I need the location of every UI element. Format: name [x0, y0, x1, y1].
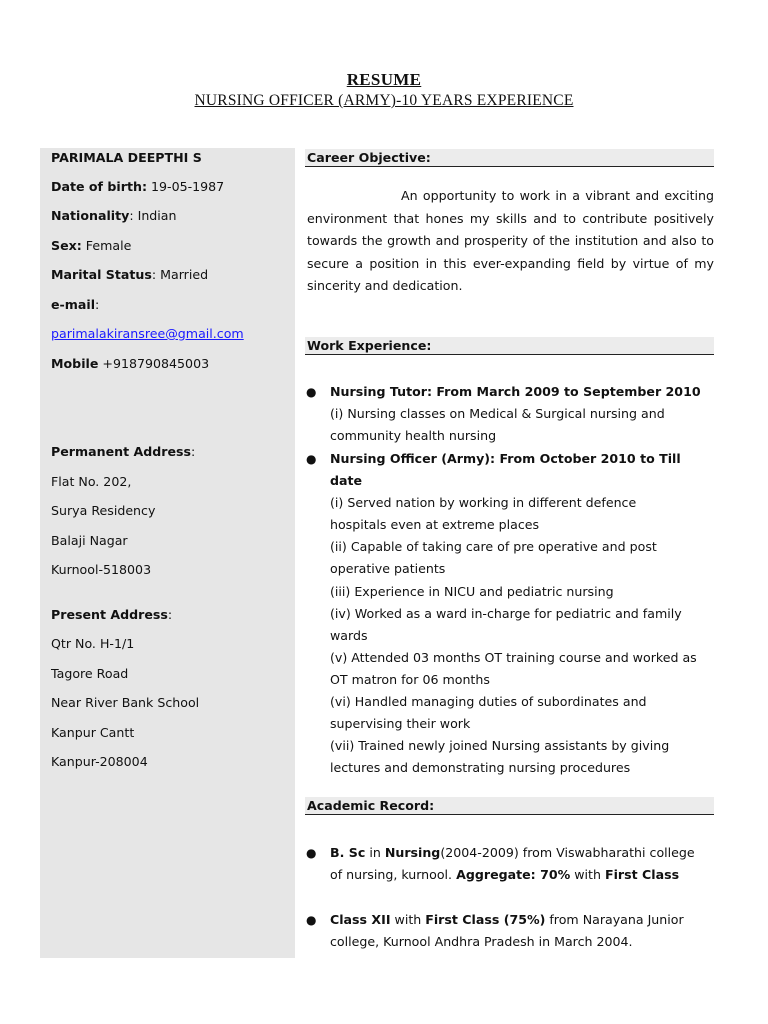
- present-address-line: Kanpur Cantt: [51, 725, 135, 740]
- job-nursing-officer: Nursing Officer (Army): From October 2010 to Till date (i) Served nation by working in different defence hospitals even at extreme places (ii) Capable of taking care of pre operative and post operative patients (iii) Experience in NICU and pediatric nursing (iv) Worked as a ward in-charge for pediatric and family wards (v) Attended 03 months OT training course and worked as OT matron for 06 months (vi) Handled managing duties of subordinates and supervising their work (vii) Trained newly joined Nursing assistants by giving lectures and demonstrating nursing procedures: [330, 451, 697, 776]
- career-objective-text: An opportunity to work in a vibrant and exciting environment that hones my skills and to contribute positively towards the growth and prosperity of the institution and also to secure a position in this ever-expanding field by virtue of my sincerity and dedication.: [307, 188, 714, 293]
- bullet-icon: ●: [306, 913, 317, 927]
- academic-bsc: B. Sc in Nursing(2004-2009) from Viswabharathi college of nursing, kurnool. Aggregate: 70% with First Class: [330, 845, 695, 883]
- permanent-address-line: Balaji Nagar: [51, 533, 128, 548]
- permanent-address-line: Flat No. 202,: [51, 474, 132, 489]
- permanent-address-label: Permanent Address:: [51, 444, 196, 459]
- email-label: e-mail:: [51, 297, 100, 312]
- bullet-icon: ●: [306, 452, 317, 466]
- permanent-address-line: Surya Residency: [51, 503, 156, 518]
- present-address-line: Kanpur-208004: [51, 754, 148, 769]
- bullet-icon: ●: [306, 385, 317, 399]
- candidate-name: PARIMALA DEEPTHI S: [51, 150, 202, 165]
- email-link[interactable]: parimalakiransree@gmail.com: [51, 326, 244, 341]
- sex: Sex: Female: [51, 238, 132, 253]
- bullet-icon: ●: [306, 846, 317, 860]
- career-objective-heading: Career Objective:: [305, 149, 714, 167]
- present-address-line: Qtr No. H-1/1: [51, 636, 135, 651]
- present-address-line: Near River Bank School: [51, 695, 200, 710]
- date-of-birth: Date of birth: 19-05-1987: [51, 179, 225, 194]
- resume-subtitle: NURSING OFFICER (ARMY)-10 YEARS EXPERIENCE: [194, 92, 574, 109]
- academic-class-xii: Class XII with First Class (75%) from Narayana Junior college, Kurnool Andhra Pradesh in March 2004.: [330, 912, 684, 950]
- academic-record-heading: Academic Record:: [305, 797, 714, 815]
- marital-status: Marital Status: Married: [51, 267, 209, 282]
- resume-title: RESUME: [346, 70, 422, 89]
- mobile-number: Mobile +918790845003: [51, 356, 210, 371]
- work-experience-heading: Work Experience:: [305, 337, 714, 355]
- job-nursing-tutor: Nursing Tutor: From March 2009 to September 2010 (i) Nursing classes on Medical & Surgical nursing and community health nursing: [330, 384, 701, 444]
- nationality: Nationality: Indian: [51, 208, 177, 223]
- present-address-line: Tagore Road: [51, 666, 129, 681]
- present-address-label: Present Address:: [51, 607, 173, 622]
- permanent-address-line: Kurnool-518003: [51, 562, 152, 577]
